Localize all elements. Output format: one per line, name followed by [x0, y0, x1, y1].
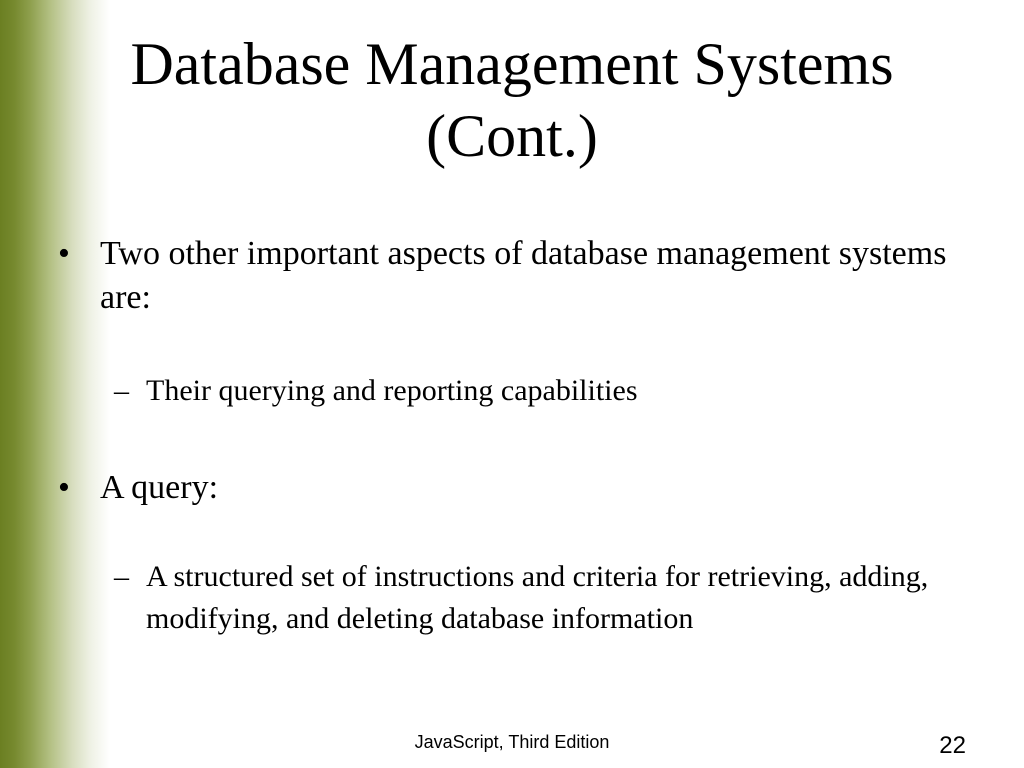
sub-bullet-item-2 [114, 556, 946, 640]
slide-footer: JavaScript, Third Edition [414, 732, 610, 752]
bullet-marker: • [58, 469, 70, 506]
slide-title-line-2: (Cont.) [426, 103, 598, 169]
bullet-marker: • [58, 235, 70, 272]
sub-bullet-text: A structured set of instructions and criteria for retrieving, adding, modifying, and deleting database information [146, 560, 929, 635]
page-number: 22 [939, 732, 966, 759]
sub-bullet-marker: – [114, 374, 129, 407]
bullet-item-2 [58, 466, 980, 510]
bullet-text: A query: [100, 469, 219, 506]
bullet-item-1 [58, 232, 980, 320]
sub-bullet-text: Their querying and reporting capabilities [146, 374, 638, 407]
sub-bullet-marker: – [114, 560, 129, 593]
bullet-text: Two other important aspects of database management systems are: [100, 235, 947, 316]
slide-title [0, 28, 1024, 172]
sub-bullet-item-1 [114, 370, 946, 412]
slide-title-line-1: Database Management Systems [130, 31, 894, 97]
